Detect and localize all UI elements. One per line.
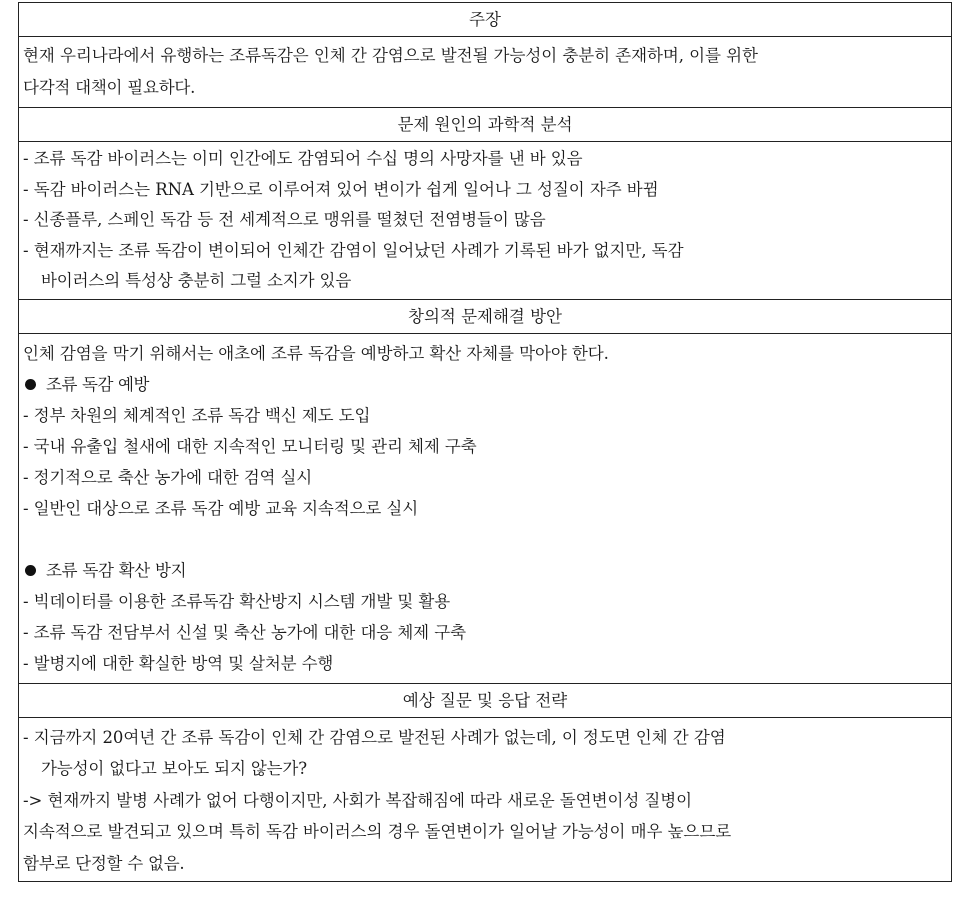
blank-line	[23, 524, 946, 555]
analysis-line: - 조류 독감 바이러스는 이미 인간에도 감염되어 수십 명의 사망자를 낸 바 있음	[23, 149, 583, 168]
claim-line: 다각적 대책이 필요하다.	[23, 78, 196, 97]
section-header-qa: 예상 질문 및 응답 전략	[19, 684, 951, 718]
section-body-claim	[19, 37, 951, 108]
qa-line: 가능성이 없다고 보아도 되지 않는가?	[41, 759, 307, 779]
group-title-text: 조류 독감 확산 방지	[46, 560, 187, 580]
solution-item: - 정부 차원의 체계적인 조류 독감 백신 제도 도입	[23, 405, 371, 425]
section-header-analysis: 문제 원인의 과학적 분석	[19, 108, 951, 142]
bullet-icon	[25, 379, 36, 390]
section-body-qa	[19, 718, 951, 882]
claim-line: 현재 우리나라에서 유행하는 조류독감은 인체 간 감염으로 발전될 가능성이 충분히 존재하며, 이를 위한	[23, 46, 758, 65]
solution-intro: 인체 감염을 막기 위해서는 애초에 조류 독감을 예방하고 확산 자체를 막아야 한다.	[23, 343, 609, 363]
solution-item: - 조류 독감 전담부서 신설 및 축산 농가에 대한 대응 체제 구축	[23, 622, 466, 642]
qa-line: - 지금까지 20여년 간 조류 독감이 인체 간 감염으로 발전된 사례가 없는데, 이 정도면 인체 간 감염	[23, 727, 726, 747]
qa-line: 지속적으로 발견되고 있으며 특히 독감 바이러스의 경우 돌연변이가 일어날 가능성이 매우 높으므로	[23, 822, 732, 842]
analysis-line: - 현재까지는 조류 독감이 변이되어 인체간 감염이 일어났던 사례가 기록된 바가 없지만, 독감	[23, 240, 684, 260]
document-table	[18, 2, 952, 882]
solution-group-title-spread	[23, 555, 946, 586]
bullet-icon	[25, 565, 36, 576]
section-header-solution: 창의적 문제해결 방안	[19, 300, 951, 334]
solution-group-title-prevention	[23, 369, 946, 400]
analysis-line: - 신종플루, 스페인 독감 등 전 세계적으로 맹위를 떨쳤던 전염병들이 많음	[23, 210, 546, 230]
group-title-text: 조류 독감 예방	[46, 374, 150, 394]
section-body-solution	[19, 334, 951, 684]
section-header-claim: 주장	[19, 3, 951, 37]
qa-line: -> 현재까지 발병 사례가 없어 다행이지만, 사회가 복잡해짐에 따라 새로운 돌연변이성 질병이	[23, 790, 693, 810]
solution-item: - 국내 유출입 철새에 대한 지속적인 모니터링 및 관리 체제 구축	[23, 436, 477, 456]
solution-item: - 일반인 대상으로 조류 독감 예방 교육 지속적으로 실시	[23, 498, 419, 518]
analysis-line: - 독감 바이러스는 RNA 기반으로 이루어져 있어 변이가 쉽게 일어나 그 성질이 자주 바뀜	[23, 179, 659, 199]
analysis-line: 바이러스의 특성상 충분히 그럴 소지가 있음	[41, 271, 352, 291]
solution-item: - 발병지에 대한 확실한 방역 및 살처분 수행	[23, 653, 334, 673]
solution-item: - 정기적으로 축산 농가에 대한 검역 실시	[23, 467, 313, 487]
qa-line: 함부로 단정할 수 없음.	[23, 853, 185, 873]
solution-item: - 빅데이터를 이용한 조류독감 확산방지 시스템 개발 및 활용	[23, 591, 451, 611]
section-body-analysis	[19, 142, 951, 300]
